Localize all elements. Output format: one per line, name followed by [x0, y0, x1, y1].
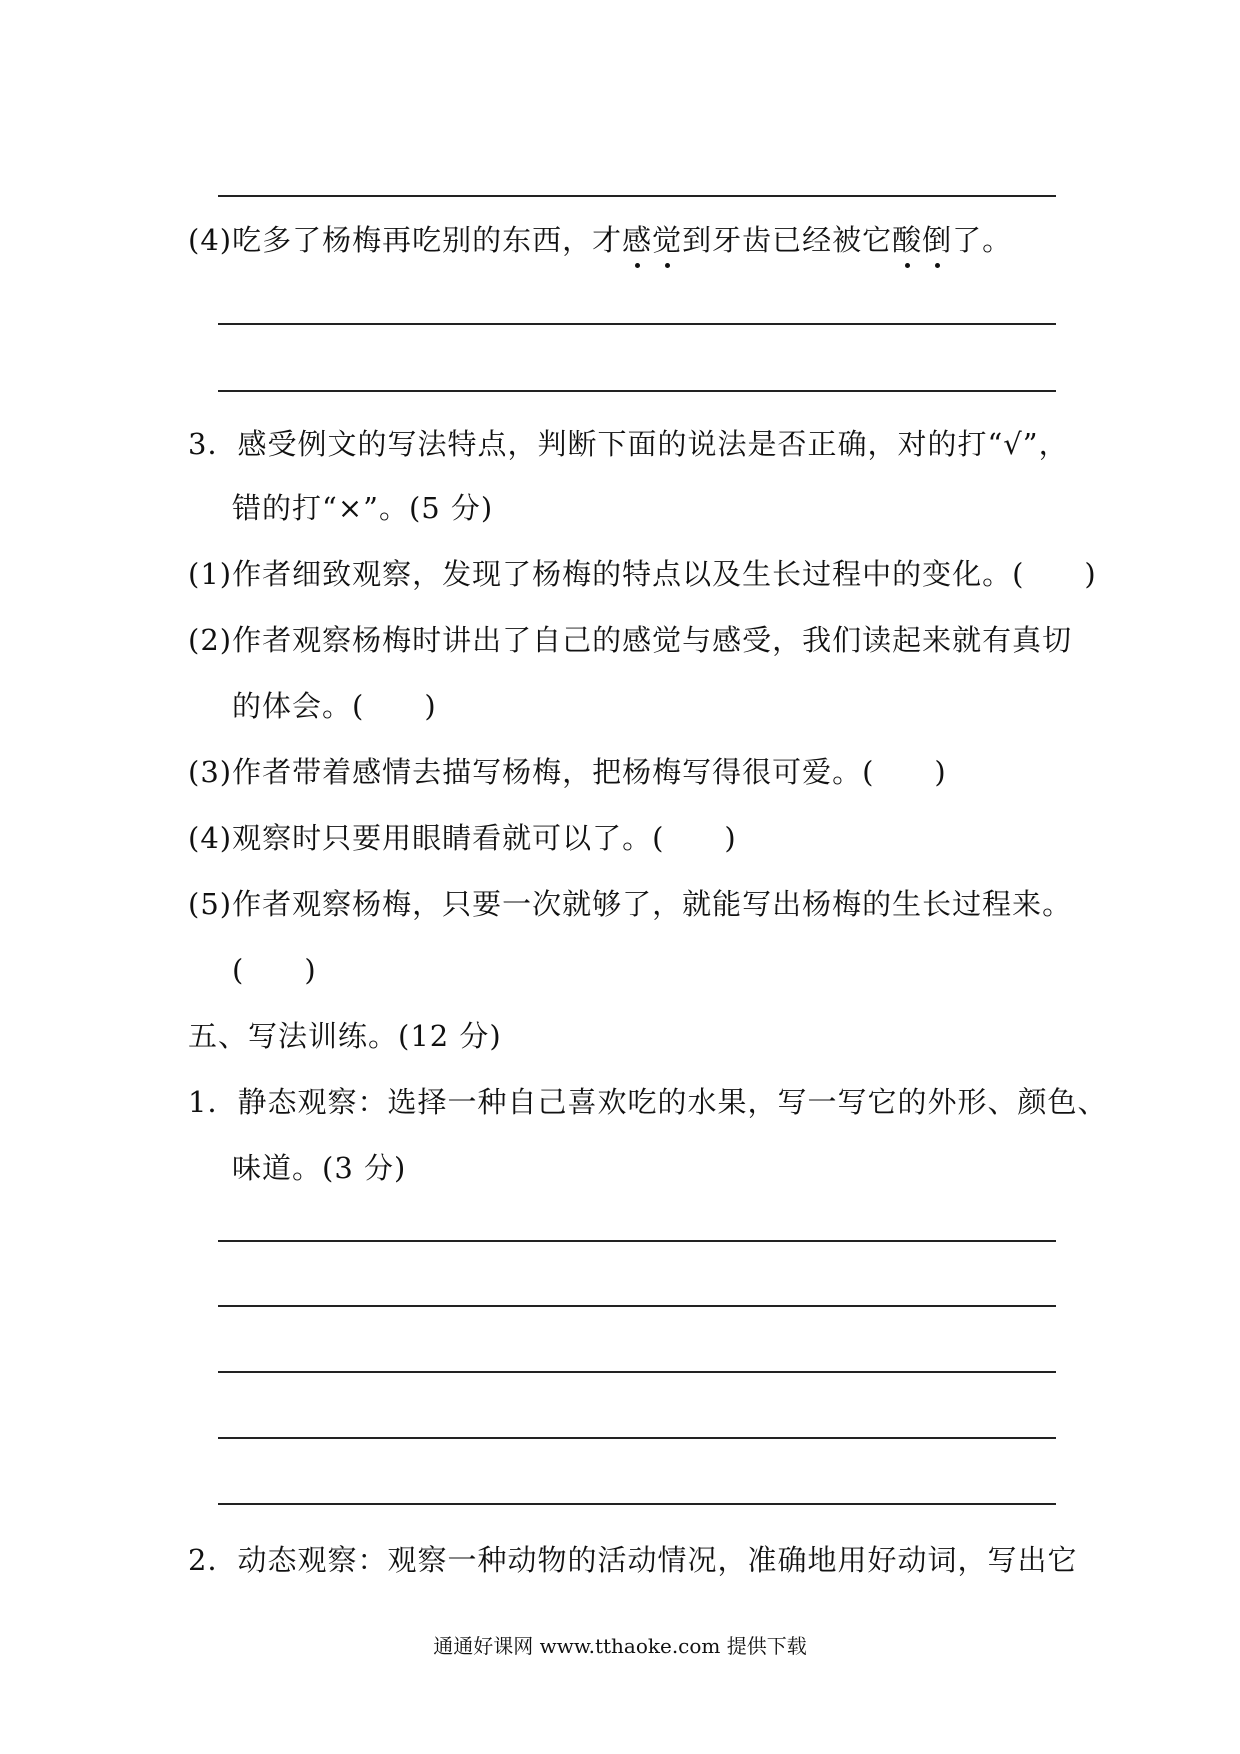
dotted-word-suandao [892, 220, 952, 260]
q3-item-4: (4)观察时只要用眼睛看就可以了。( ) [188, 821, 737, 855]
dotted-char: 觉 [652, 220, 682, 260]
q3-item-1: (1)作者细致观察，发现了杨梅的特点以及生长过程中的变化。( ) [188, 557, 1097, 591]
q3-item-2-cont: 的体会。( ) [232, 689, 437, 723]
answer-line[interactable] [218, 1371, 1056, 1373]
dotted-char: 感 [622, 220, 652, 260]
answer-line[interactable] [218, 323, 1056, 325]
q3-item-3: (3)作者带着感情去描写杨梅，把杨梅写得很可爱。( ) [188, 755, 947, 789]
q3-prompt-line-1: 3．感受例文的写法特点，判断下面的说法是否正确，对的打“√”， [188, 427, 1069, 461]
s5-q1-line-1: 1．静态观察：选择一种自己喜欢吃的水果，写一写它的外形、颜色、 [188, 1085, 1108, 1119]
q4-item-4: (4)吃多了杨梅再吃别的东西，才感觉到牙齿已经被它酸倒了。 [188, 220, 1012, 260]
s5-q2-line-1: 2．动态观察：观察一种动物的活动情况，准确地用好动词，写出它 [188, 1543, 1078, 1577]
answer-line[interactable] [218, 1240, 1056, 1242]
section-5-heading: 五、写法训练。(12 分) [188, 1019, 502, 1053]
answer-line[interactable] [218, 195, 1056, 197]
answer-line[interactable] [218, 390, 1056, 392]
footer-credit: 通通好课网 www.tthaoke.com 提供下载 [433, 1634, 807, 1658]
answer-line[interactable] [218, 1437, 1056, 1439]
q3-prompt-line-2: 错的打“×”。(5 分) [232, 491, 494, 525]
answer-line[interactable] [218, 1503, 1056, 1505]
q3-item-2: (2)作者观察杨梅时讲出了自己的感觉与感受，我们读起来就有真切 [188, 623, 1073, 657]
q3-item-5-cont: ( ) [232, 953, 317, 987]
q3-item-5: (5)作者观察杨梅，只要一次就够了，就能写出杨梅的生长过程来。 [188, 887, 1073, 921]
dotted-char: 倒 [922, 220, 952, 260]
answer-line[interactable] [218, 1305, 1056, 1307]
dotted-word-ganjue [622, 220, 682, 260]
dotted-char: 酸 [892, 220, 922, 260]
s5-q1-line-2: 味道。(3 分) [232, 1151, 407, 1185]
